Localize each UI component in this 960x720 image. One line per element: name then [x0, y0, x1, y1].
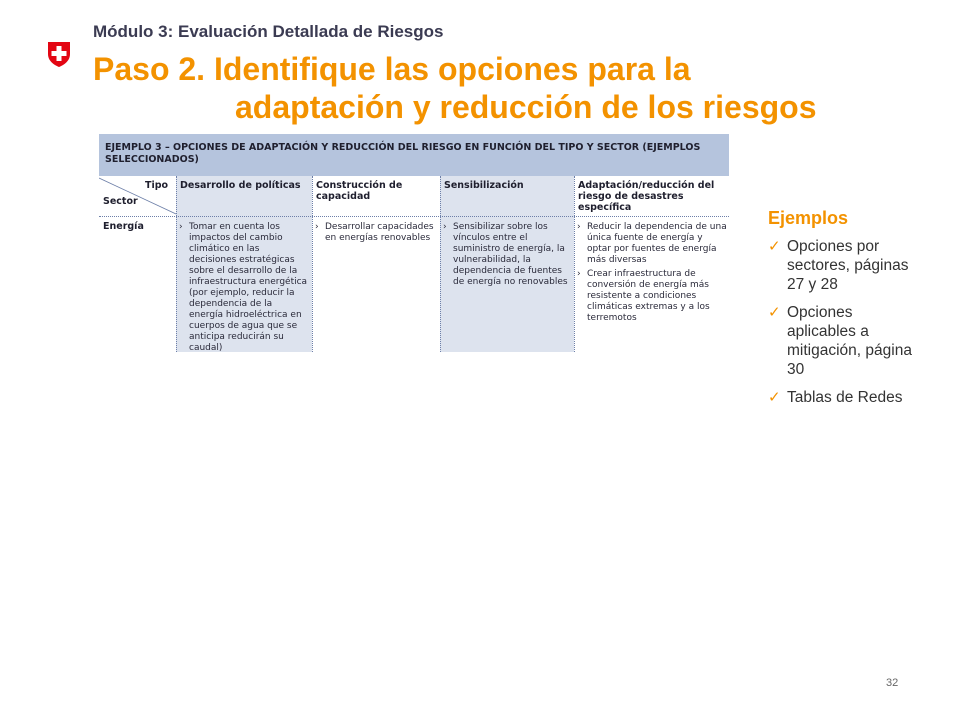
checkmark-icon: ✓: [768, 304, 781, 321]
table-column-header: Adaptación/reducción del riesgo de desastres específica: [578, 180, 715, 213]
module-title: Módulo 3: Evaluación Detallada de Riesgos: [93, 22, 444, 41]
examples-panel: [768, 208, 918, 416]
table-caption: EJEMPLO 3 – OPCIONES DE ADAPTACIÓN Y REDUCCIÓN DEL RIESGO EN FUNCIÓN DEL TIPO Y SECTOR (EJEMPLOS SELECCIONADOS): [99, 134, 729, 176]
page-number: 32: [886, 677, 899, 689]
table-cell-item: › Desarrollar capacidades en energías renovables: [315, 222, 437, 244]
page-title-line1: Paso 2. Identifique las opciones para la: [93, 51, 691, 87]
table-cell-item: › Tomar en cuenta los impactos del cambio climático en las decisiones estratégicas sobre el desarrollo de la infraestructura energética (por ejemplo, reducir la dependencia de la energía hidroeléctrica en cuerpos de agua que se anticipa reducirán su caudal): [179, 222, 309, 352]
table-divider: [574, 176, 575, 352]
table-corner-sector: Sector: [103, 196, 138, 207]
table-cell: [179, 222, 309, 352]
table-column-header: Sensibilización: [444, 180, 524, 191]
table-divider: [312, 176, 313, 352]
table-divider: [440, 176, 441, 352]
table-divider: [99, 216, 729, 217]
examples-heading: Ejemplos: [768, 208, 849, 228]
list-item: [768, 237, 918, 294]
list-item-label: Opciones aplicables a mitigación, página 30: [787, 304, 912, 378]
table-cell: [315, 222, 437, 247]
page-title: [93, 50, 817, 126]
table-column-header: Construcción de capacidad: [316, 180, 403, 202]
list-item: [768, 303, 918, 379]
table-cell-item: › Sensibilizar sobre los vínculos entre el suministro de energía, la vulnerabilidad, la dependencia de fuentes de energía no renovables: [443, 222, 571, 288]
table-cell-item: › Crear infraestructura de conversión de energía más resistente a condiciones climáticas extremas y a los terremotos: [577, 269, 727, 324]
checkmark-icon: ✓: [768, 238, 781, 255]
page-title-line2: adaptación y reducción de los riesgos: [235, 89, 817, 125]
table-row-sector: Energía: [103, 221, 144, 232]
examples-list: [768, 237, 918, 407]
checkmark-icon: ✓: [768, 389, 781, 406]
table-column-header: Desarrollo de políticas: [180, 180, 301, 191]
list-item-label: Opciones por sectores, páginas 27 y 28: [787, 238, 909, 293]
table-cell: [577, 222, 727, 327]
example-table: [99, 134, 729, 352]
table-divider: [176, 176, 177, 352]
list-item: [768, 388, 918, 407]
table-corner-tipo: Tipo: [145, 180, 169, 191]
table-cell: [443, 222, 571, 291]
table-cell-item: › Reducir la dependencia de una única fuente de energía y optar por fuentes de energía más diversas: [577, 222, 727, 266]
list-item-label: Tablas de Redes: [787, 389, 903, 406]
swiss-cross-shield-icon: [46, 40, 72, 68]
